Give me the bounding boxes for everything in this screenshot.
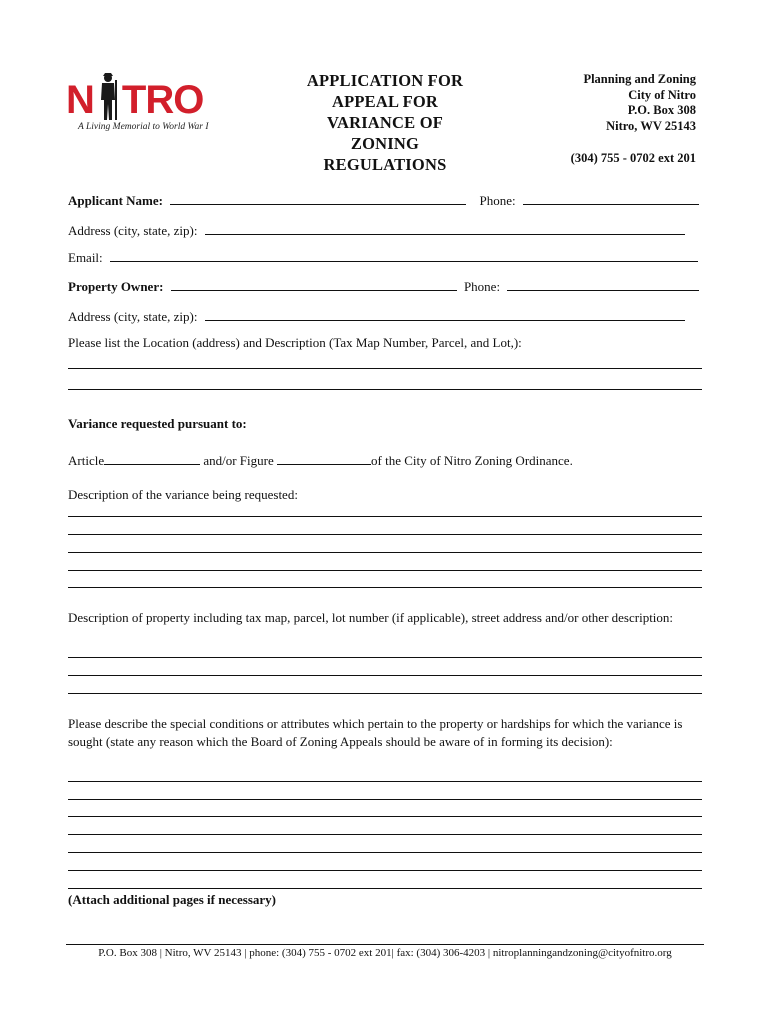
conditions-line-7[interactable] <box>68 888 702 889</box>
conditions-line-5[interactable] <box>68 852 702 853</box>
owner-address-label: Address (city, state, zip): <box>68 309 198 324</box>
logo-tagline: A Living Memorial to World War I <box>78 122 209 132</box>
owner-phone-field[interactable] <box>507 278 699 291</box>
variance-line-2[interactable] <box>68 534 702 535</box>
email-field[interactable] <box>110 249 698 262</box>
owner-address-row <box>68 308 685 325</box>
variance-description-prompt: Description of the variance being requested: <box>68 487 298 502</box>
attach-note: (Attach additional pages if necessary) <box>68 892 276 907</box>
location-line-1[interactable] <box>68 368 702 369</box>
variance-line-1[interactable] <box>68 516 702 517</box>
title-line-4: ZONING <box>350 134 420 153</box>
property-description-prompt: Description of property including tax map, parcel, lot number (if applicable), street address and/or other description: <box>68 610 674 625</box>
address-row <box>68 222 685 239</box>
logo-wordmark <box>66 76 203 124</box>
location-line-2[interactable] <box>68 389 702 390</box>
conditions-line-2[interactable] <box>68 799 702 800</box>
ordinance-text: of the City of Nitro Zoning Ordinance. <box>371 453 573 468</box>
figure-field[interactable] <box>277 452 371 465</box>
conditions-line-3[interactable] <box>68 816 702 817</box>
location-prompt: Please list the Location (address) and Description (Tax Map Number, Parcel, and Lot,): <box>68 335 522 350</box>
title-line-5: REGULATIONS <box>323 155 447 174</box>
conditions-line-4[interactable] <box>68 834 702 835</box>
conditions-line-6[interactable] <box>68 870 702 871</box>
contact-citystate: Nitro, WV 25143 <box>606 118 696 133</box>
page-footer: P.O. Box 308 | Nitro, WV 25143 | phone: (304) 755 - 0702 ext 201| fax: (304) 306-4203 | nitroplanningandzoning@cityofnitro.org <box>98 947 672 959</box>
email-row <box>68 249 698 266</box>
article-field[interactable] <box>104 452 200 465</box>
property-line-2[interactable] <box>68 675 702 676</box>
applicant-phone-field[interactable] <box>523 192 699 205</box>
variance-line-4[interactable] <box>68 570 702 571</box>
variance-line-5[interactable] <box>68 587 702 588</box>
variance-line-3[interactable] <box>68 552 702 553</box>
property-owner-field[interactable] <box>171 278 457 291</box>
owner-address-field[interactable] <box>205 308 685 321</box>
contact-block <box>520 72 696 167</box>
footer-divider <box>66 944 704 945</box>
nitro-logo <box>66 76 216 138</box>
email-label: Email: <box>68 250 103 265</box>
applicant-name-field[interactable] <box>170 192 466 205</box>
title-line-2: APPEAL FOR <box>331 92 439 111</box>
property-owner-label: Property Owner: <box>68 279 164 294</box>
article-label: Article <box>68 453 105 468</box>
title-line-1: APPLICATION FOR <box>306 71 464 90</box>
contact-city: City of Nitro <box>628 87 696 102</box>
property-line-1[interactable] <box>68 657 702 658</box>
article-row <box>68 452 573 469</box>
address-field[interactable] <box>205 222 685 235</box>
applicant-phone-label: Phone: <box>479 193 516 208</box>
owner-row <box>68 278 699 295</box>
conditions-line-1[interactable] <box>68 781 702 782</box>
contact-dept: Planning and Zoning <box>583 72 696 86</box>
property-line-3[interactable] <box>68 693 702 694</box>
applicant-row <box>68 192 699 209</box>
title-line-3: VARIANCE OF <box>326 113 444 132</box>
contact-phone: (304) 755 - 0702 ext 201 <box>570 151 696 165</box>
variance-heading: Variance requested pursuant to: <box>68 416 247 431</box>
figure-label: and/or Figure <box>203 453 274 468</box>
applicant-name-label: Applicant Name: <box>68 193 163 208</box>
address-label: Address (city, state, zip): <box>68 223 198 238</box>
logo-letters-tro: TRO <box>121 78 204 122</box>
special-conditions-prompt: Please describe the special conditions or attributes which pertain to the property or hardships for which the variance is sought (state any reason which the Board of Zoning Appeals should be aware of in forming its decision): <box>68 716 683 749</box>
owner-phone-label: Phone: <box>463 279 501 294</box>
contact-pobox: P.O. Box 308 <box>627 103 696 117</box>
form-title <box>290 70 480 175</box>
logo-letter-n: N <box>66 78 94 122</box>
soldier-figure-icon <box>96 72 120 124</box>
